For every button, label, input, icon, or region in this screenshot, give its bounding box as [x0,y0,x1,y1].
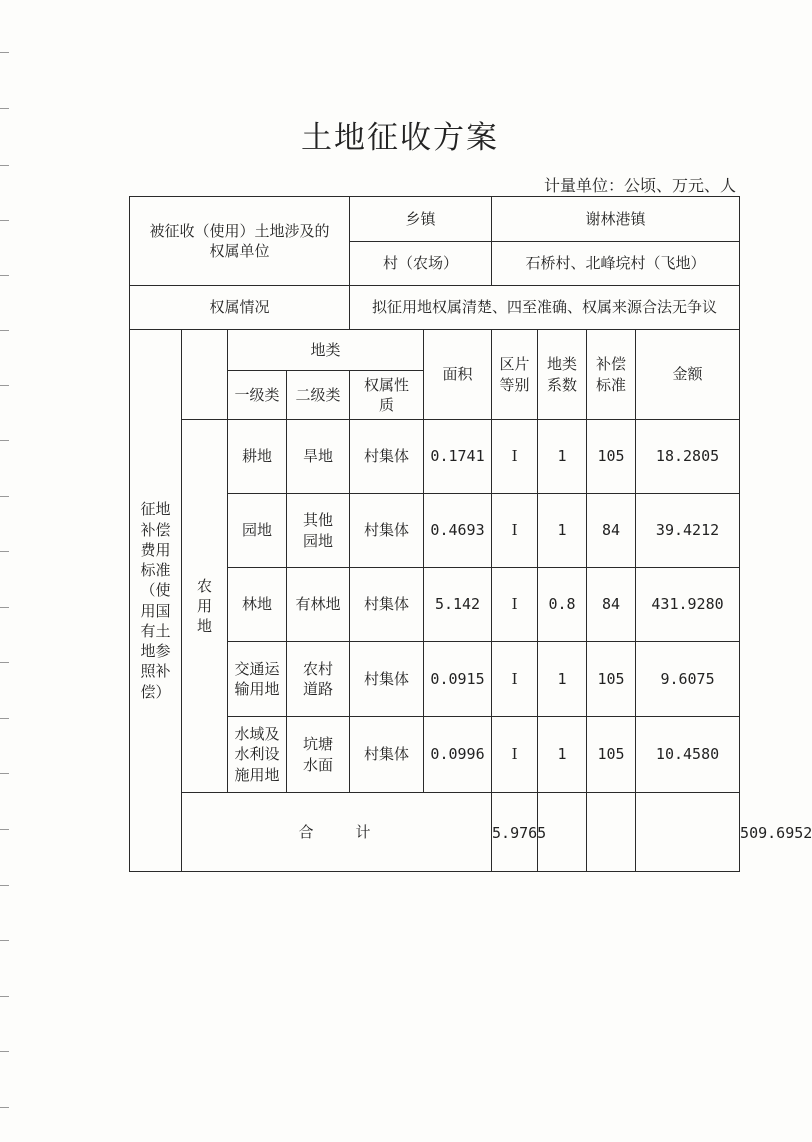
rights-value: 拟征用地权属清楚、四至准确、权属来源合法无争议 [350,286,740,330]
row-amount: 10.4580 [636,717,740,793]
row-grade: Ⅰ [492,642,538,717]
row-grade: Ⅰ [492,420,538,494]
row-grade: Ⅰ [492,494,538,568]
row-coefficient: 1 [538,420,587,494]
category-agricultural [182,420,228,793]
row-level1: 交通运输用地 [228,642,287,717]
total-empty-coef [587,793,636,872]
row-coefficient: 1 [538,642,587,717]
header-standard: 补偿标准 [587,330,636,420]
row-standard: 84 [587,568,636,642]
row-standard: 105 [587,420,636,494]
land-acquisition-table: 被征收（使用）土地涉及的权属单位 乡镇 谢林港镇 村（农场） 石桥村、北峰垸村（飞地） 权属情况 拟征用地权属清楚、四至准确、权属来源合法无争议 征地补偿费用标准（使用国有土地参照补偿） 地类 面积 区片等别 地类系数 补偿标准 金额 一级类 二级类 权属性质 农用地 耕地 旱地 村集体 0.1741 Ⅰ 1 105 18.2805 园地 其他园地 村集体 0.4693 Ⅰ 1 84 39.4212 林地 有林地 村集体 5.142 Ⅰ 0.8 84 431.9280 交通运输用地 农村道路 村集体 0.0915 Ⅰ 1 105 9.6075 水域及水利设施用地 坑塘水面 村集体 0.0996 Ⅰ 1 105 10.4580 合 计 5.9765 509.6952 [129,196,740,872]
row-level1: 林地 [228,568,287,642]
row-standard: 105 [587,717,636,793]
row-nature: 村集体 [350,568,424,642]
header-empty [182,330,228,420]
header-area: 面积 [424,330,492,420]
rights-label: 权属情况 [130,286,350,330]
row-area: 5.142 [424,568,492,642]
row-area: 0.4693 [424,494,492,568]
row-coefficient: 1 [538,717,587,793]
row-standard: 105 [587,642,636,717]
header-level2: 二级类 [287,371,350,420]
total-empty-standard [636,793,740,872]
document-title: 土地征收方案 [301,120,499,156]
row-coefficient: 0.8 [538,568,587,642]
row-amount: 9.6075 [636,642,740,717]
row-level2: 有林地 [287,568,350,642]
row-coefficient: 1 [538,494,587,568]
row-level1: 园地 [228,494,287,568]
row-amount: 431.9280 [636,568,740,642]
town-value: 谢林港镇 [492,197,740,242]
row-nature: 村集体 [350,494,424,568]
category-text: 农用地 [196,576,212,636]
row-level2: 农村道路 [287,642,350,717]
row-nature: 村集体 [350,642,424,717]
row-area: 0.0915 [424,642,492,717]
row-amount: 39.4212 [636,494,740,568]
compensation-standard-text: 征地补偿费用标准（使用国有土地参照补偿） [140,500,171,701]
header-coefficient: 地类系数 [538,330,587,420]
row-level2: 其他园地 [287,494,350,568]
row-standard: 84 [587,494,636,568]
row-area: 0.1741 [424,420,492,494]
header-ownership-nature: 权属性质 [350,371,424,420]
row-amount: 18.2805 [636,420,740,494]
header-land-type: 地类 [228,330,424,371]
village-value: 石桥村、北峰垸村（飞地） [492,242,740,286]
row-level2: 旱地 [287,420,350,494]
header-amount: 金额 [636,330,740,420]
row-area: 0.0996 [424,717,492,793]
row-nature: 村集体 [350,717,424,793]
unit-note: 计量单位：公顷、万元、人 [543,176,736,195]
village-label: 村（农场） [350,242,492,286]
ownership-unit-label: 被征收（使用）土地涉及的权属单位 [130,197,350,286]
header-level1: 一级类 [228,371,287,420]
town-label: 乡镇 [350,197,492,242]
row-level1: 耕地 [228,420,287,494]
row-nature: 村集体 [350,420,424,494]
row-level1: 水域及水利设施用地 [228,717,287,793]
row-level2: 坑塘水面 [287,717,350,793]
row-grade: Ⅰ [492,717,538,793]
header-zone-grade: 区片等别 [492,330,538,420]
total-area: 5.9765 [492,793,538,872]
compensation-standard-label [130,330,182,872]
row-grade: Ⅰ [492,568,538,642]
total-label: 合 计 [182,793,492,872]
